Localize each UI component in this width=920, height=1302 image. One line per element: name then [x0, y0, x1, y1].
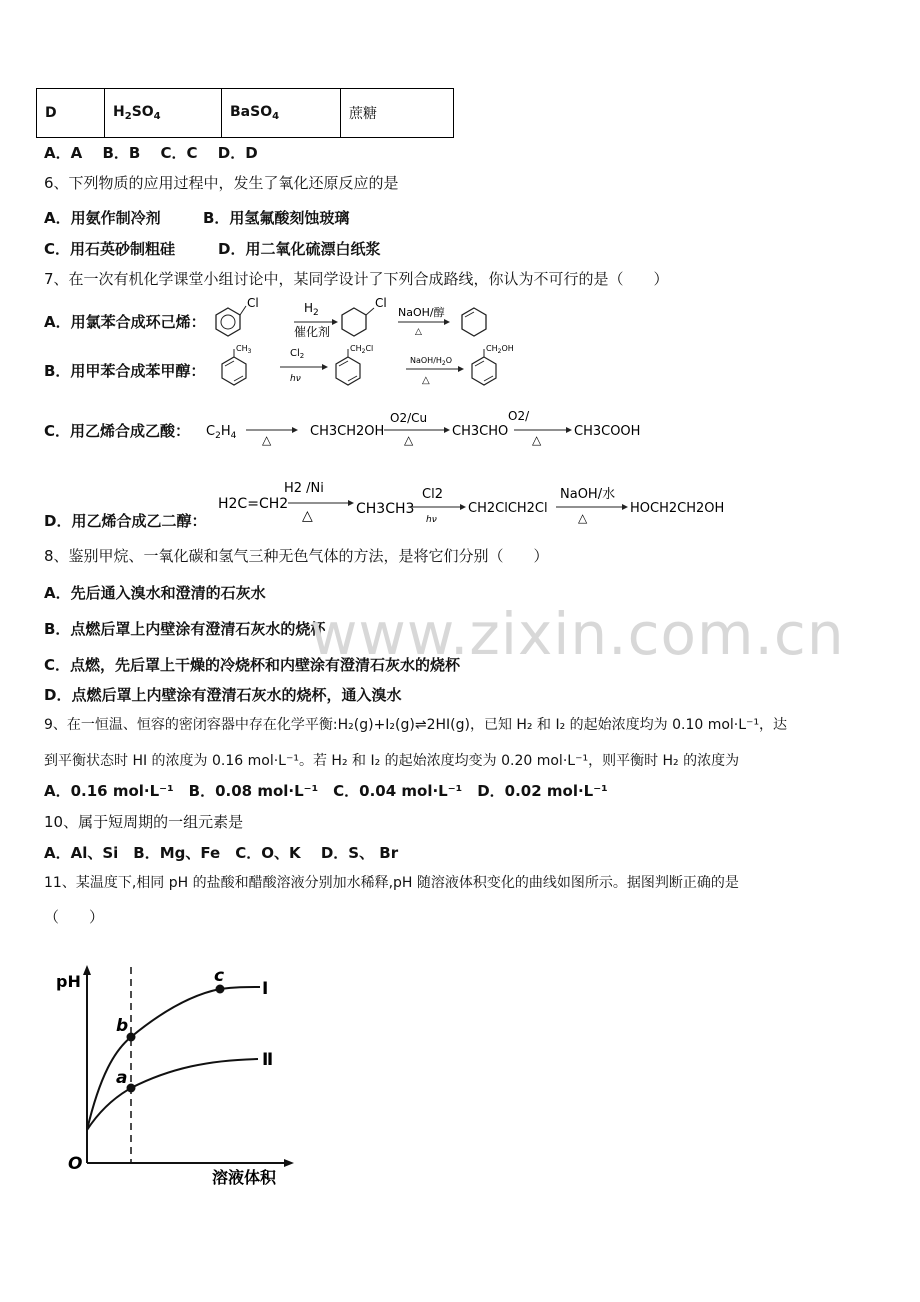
benzene-ring-icon: [216, 308, 240, 336]
q8-option-b: B．点燃后罩上内壁涂有澄清石灰水的烧杯: [44, 620, 326, 638]
route-c-diagram: [200, 402, 660, 450]
route-d-reagent3: NaOH/水: [560, 487, 616, 502]
route-c-reagent3: O2/: [508, 409, 530, 423]
arrow-head-icon: [322, 364, 328, 370]
route-a-condition2: △: [415, 327, 422, 337]
route-d-reagent2: Cl2: [422, 487, 443, 502]
arrow-head-icon: [566, 427, 572, 433]
bond-line: [240, 306, 246, 315]
route-b-diagram: [212, 343, 562, 393]
route-b-reagent2: NaOH/$H_2O$: [410, 356, 453, 367]
table-cell: 蔗糖: [341, 89, 454, 138]
cell-text: BaSO: [230, 104, 273, 120]
q8-option-c: C．点燃，先后罩上干燥的冷烧杯和内壁涂有澄清石灰水的烧杯: [44, 656, 461, 674]
q10-stem: 10、属于短周期的一组元素是: [44, 813, 244, 831]
route-b-group1: $CH_3$: [236, 344, 252, 355]
answer-table: [36, 88, 454, 138]
q7-option-a: A．用氯苯合成环己烯：: [44, 313, 206, 331]
arrow-head-icon: [444, 427, 450, 433]
route-b-condition2: △: [422, 375, 430, 386]
arrow-head-icon: [460, 504, 466, 510]
route-d-condition3: △: [578, 511, 588, 525]
q6-option-b: B．用氢氟酸刻蚀玻璃: [203, 209, 350, 227]
q6-stem: 6、下列物质的应用过程中，发生了氧化还原反应的是: [44, 174, 399, 192]
point-c-label: c: [214, 966, 225, 986]
q7-option-c: C．用乙烯合成乙酸：: [44, 422, 191, 440]
y-axis-arrow-icon: [83, 965, 91, 975]
bond-line: [366, 308, 374, 315]
route-c-condition2: △: [404, 433, 414, 447]
arrow-head-icon: [348, 500, 354, 506]
q6-option-c: C．用石英砂制粗硅: [44, 240, 176, 258]
ph-dilution-graph: [40, 955, 320, 1195]
route-d-s4: HOCH2CH2OH: [630, 501, 725, 516]
point-a-label: a: [116, 1068, 128, 1088]
route-d-s2: CH3CH3: [356, 501, 415, 517]
route-c-reagent2: O2/Cu: [390, 411, 428, 425]
arrow-head-icon: [458, 366, 464, 372]
route-a-cl1: Cl: [247, 296, 259, 310]
cell-sub: 4: [272, 111, 280, 122]
arrow-head-icon: [622, 504, 628, 510]
route-b-group2: $CH_2Cl$: [350, 344, 374, 355]
route-a-reagent1: $H_2$: [304, 301, 319, 318]
x-axis-label: 溶液体积: [212, 1168, 277, 1187]
q11-line1: 11、某温度下,相同 pH 的盐酸和醋酸溶液分别加水稀释,pH 随溶液体积变化的曲线如图所示。据图判断正确的是: [44, 875, 739, 891]
route-d-s1: H2C=CH2: [218, 496, 289, 512]
curve-1: [87, 987, 260, 1130]
cell-text: H: [113, 104, 125, 120]
curve-1-label: Ⅰ: [262, 979, 269, 999]
x-axis-arrow-icon: [284, 1159, 294, 1167]
route-d-s3: CH2ClCH2Cl: [468, 501, 548, 516]
route-d-condition1: △: [302, 508, 313, 524]
arrow-head-icon: [444, 319, 450, 325]
route-a-cl2: Cl: [375, 296, 387, 310]
route-b-reagent1: $Cl_2$: [290, 348, 305, 360]
q7-stem: 7、在一次有机化学课堂小组讨论中，某同学设计了下列合成路线，你认为不可行的是（ ）: [44, 270, 669, 288]
benzene-ring-icon: [221, 315, 235, 329]
table-cell: [105, 89, 222, 138]
route-a-reagent2: NaOH/醇: [398, 306, 445, 319]
route-c-s2: CH3CH2OH: [310, 424, 385, 439]
route-c-condition3: △: [532, 433, 542, 447]
route-c-s4: CH3COOH: [574, 424, 641, 439]
q10-options: A．Al、Si B．Mg、Fe C．O、K D．S、 Br: [44, 844, 399, 862]
q6-option-a: A．用氨作制冷剂: [44, 209, 161, 227]
q7-option-b: B．用甲苯合成苯甲醇：: [44, 362, 206, 380]
q6-option-d: D．用二氧化硫漂白纸浆: [218, 240, 381, 258]
q11-line2: （ ）: [44, 908, 105, 926]
q8-stem: 8、鉴别甲烷、一氧化碳和氢气三种无色气体的方法，是将它们分别（ ）: [44, 547, 549, 565]
route-c-s1: $C_2H_4$: [206, 424, 237, 441]
y-axis-label: pH: [56, 972, 81, 991]
origin-label: O: [68, 1154, 83, 1174]
arrow-head-icon: [292, 427, 298, 433]
route-d-condition2: hν: [426, 515, 437, 525]
route-c-s3: CH3CHO: [452, 424, 509, 439]
cell-sub: 2: [124, 111, 132, 122]
cell-sub: 4: [153, 111, 161, 122]
q8-option-a: A．先后通入溴水和澄清的石灰水: [44, 584, 266, 602]
cyclohexane-ring-icon: [342, 308, 366, 336]
point-a: [127, 1084, 136, 1093]
cell-text: SO: [131, 104, 154, 120]
route-d-diagram: [212, 476, 732, 530]
q5-options: A．A B．B C．C D．D: [44, 144, 258, 162]
route-b-group3: $CH_2OH$: [486, 344, 514, 355]
table-cell: [222, 89, 341, 138]
point-b-label: b: [116, 1016, 129, 1036]
route-b-condition1: hν: [290, 374, 301, 384]
q9-options: A．0.16 mol·L⁻¹ B．0.08 mol·L⁻¹ C．0.04 mol·L⁻¹ D．0.02 mol·L⁻¹: [44, 782, 608, 800]
q9-line2: 到平衡状态时 HI 的浓度为 0.16 mol·L⁻¹。若 H₂ 和 I₂ 的起始浓度均变为 0.20 mol·L⁻¹，则平衡时 H₂ 的浓度为: [44, 753, 740, 769]
table-cell: D: [37, 89, 105, 138]
route-a-diagram: [212, 294, 502, 344]
table-row: [37, 89, 454, 138]
route-c-condition1: △: [262, 433, 272, 447]
q7-option-d: D．用乙烯合成乙二醇：: [44, 512, 207, 530]
route-d-reagent1: H2 /Ni: [284, 481, 324, 496]
curve-2: [87, 1059, 258, 1130]
arrow-head-icon: [332, 319, 338, 325]
curve-2-label: Ⅱ: [262, 1050, 274, 1070]
q9-line1: 9、在一恒温、恒容的密闭容器中存在化学平衡:H₂(g)+I₂(g)⇌2HI(g)，已知 H₂ 和 I₂ 的起始浓度均为 0.10 mol·L⁻¹，达: [44, 717, 788, 733]
watermark: www.zixin.com.cn: [310, 600, 845, 668]
route-a-condition1: 催化剂: [294, 325, 331, 339]
q8-option-d: D．点燃后罩上内壁涂有澄清石灰水的烧杯，通入溴水: [44, 686, 402, 704]
